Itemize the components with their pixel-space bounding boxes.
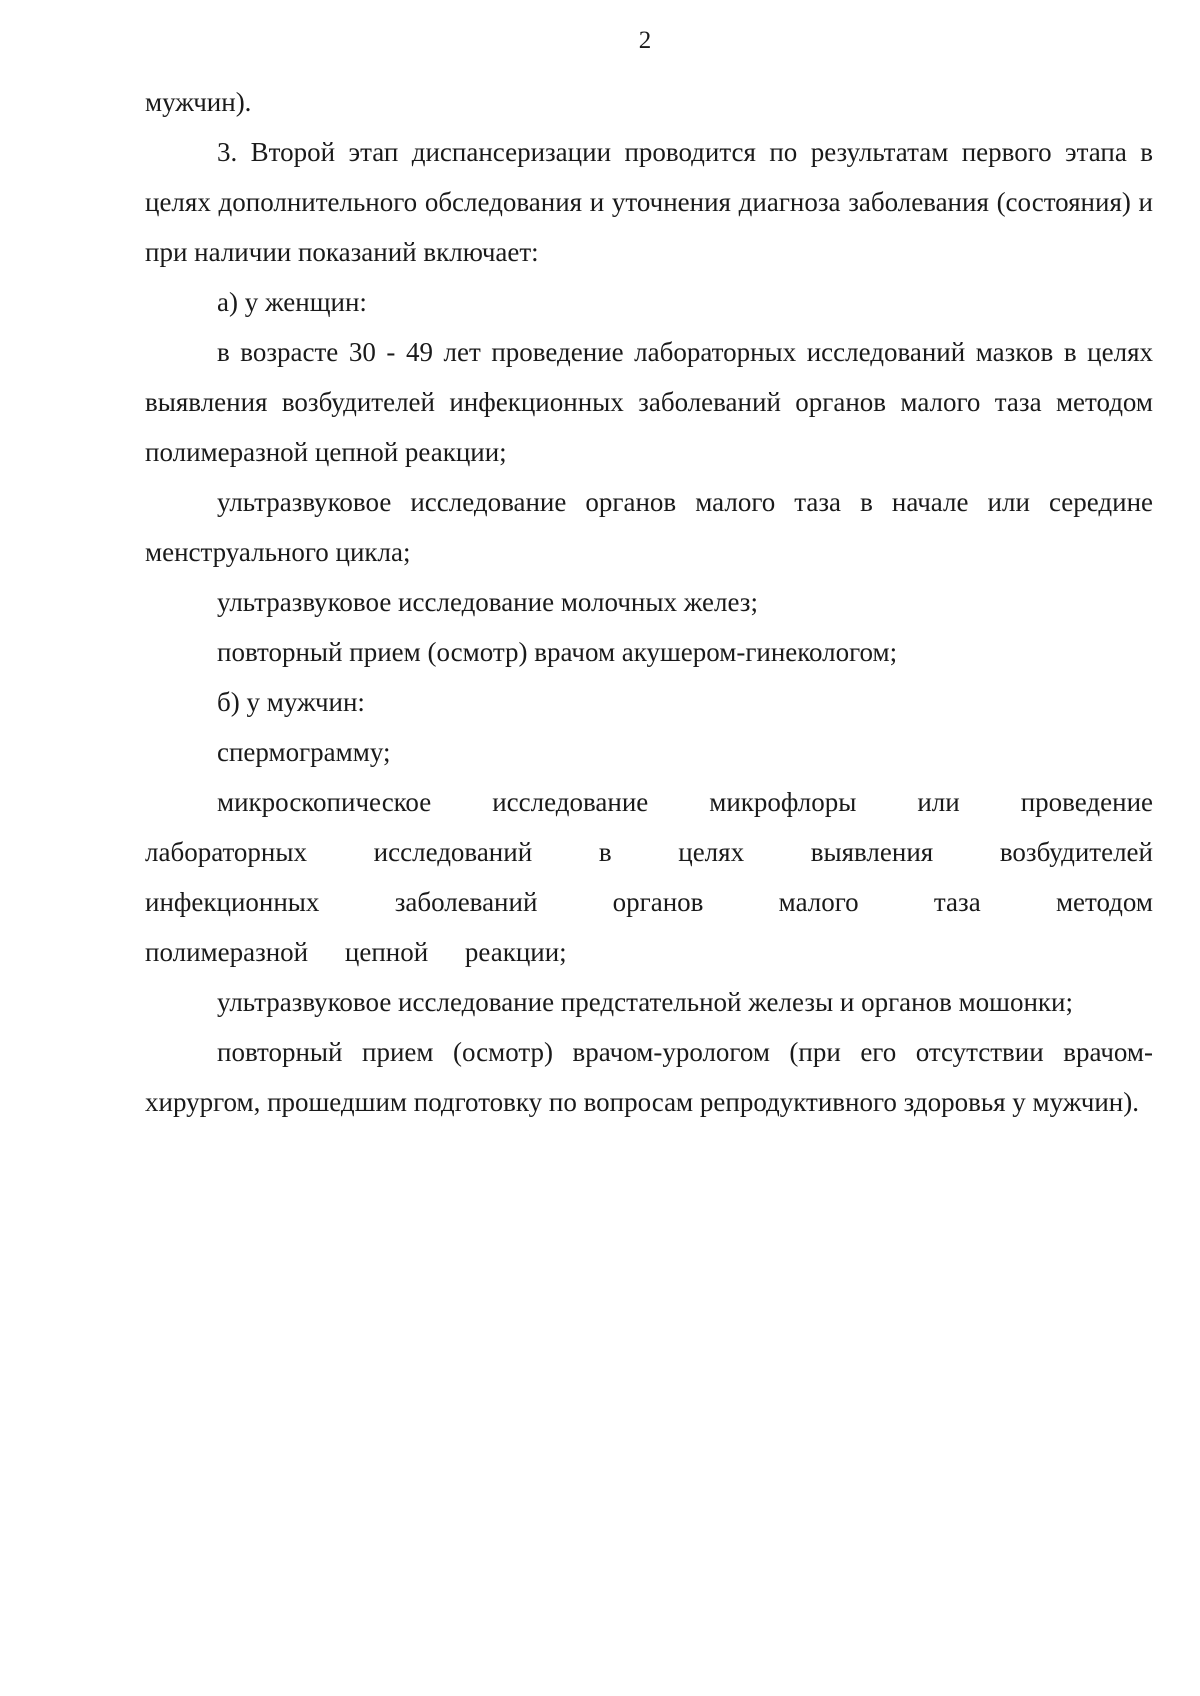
paragraph-breast-ultrasound: ультразвуковое исследование молочных желез; xyxy=(217,587,758,617)
paragraph-women-heading: а) у женщин: xyxy=(217,287,367,317)
paragraph-gynecologist-followup: повторный прием (осмотр) врачом акушером-гинекологом; xyxy=(217,637,898,667)
paragraph-women-lab-tests: в возрасте 30 - 49 лет проведение лабораторных исследований мазков в целях выявления возбудителей инфекционных заболеваний органов малого таза методом полимеразной цепной реакции; xyxy=(145,337,1153,467)
paragraph-continuation: мужчин). xyxy=(145,87,252,117)
paragraph-men-lab-tests: микроскопическое исследование микрофлоры или проведение лабораторных исследований в целях выявления возбудителей инфекционных заболеваний органов малого таза методом полимеразной цепной реакции; xyxy=(145,787,1153,967)
paragraph-pelvic-ultrasound: ультразвуковое исследование органов малого таза в начале или середине менструального цикла; xyxy=(145,487,1153,567)
paragraph-men-heading: б) у мужчин: xyxy=(217,687,365,717)
paragraph-urologist-followup: повторный прием (осмотр) врачом-урологом (при его отсутствии врачом-хирургом, прошедшим подготовку по вопросам репродуктивного здоровья у мужчин). xyxy=(145,1037,1153,1117)
paragraph-prostate-ultrasound: ультразвуковое исследование предстательной железы и органов мошонки; xyxy=(217,987,1073,1017)
document-body xyxy=(145,77,1153,1127)
paragraph-spermogram: спермограмму; xyxy=(217,737,391,767)
page-number: 2 xyxy=(638,27,652,54)
paragraph-stage-two-intro: 3. Второй этап диспансеризации проводится по результатам первого этапа в целях дополнительного обследования и уточнения диагноза заболевания (состояния) и при наличии показаний включает: xyxy=(145,137,1153,267)
